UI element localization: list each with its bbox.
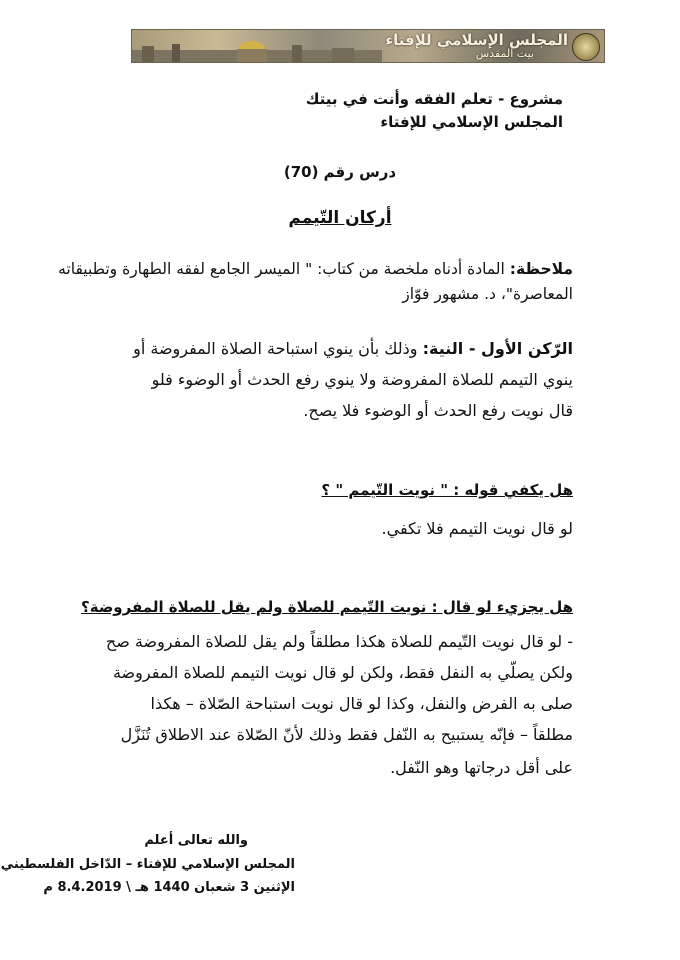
answer-2-line-3: صلى به الفرض والنفل، وكذا لو قال نويت استباحة الصّلاة – هكذا [150,694,573,713]
note-line-1 [58,260,573,278]
pillar-line-1 [133,339,573,358]
signature-date: الإثنين 3 شعبان 1440 هـ \ 8.4.2019 م [43,880,295,895]
answer-2-line-2: ولكن يصلّي به النفل فقط، ولكن لو قال نويت التيمم للصلاة المفروضة [112,663,573,682]
signature-council: المجلس الإسلامي للإفتاء – الدّاخل الفلسطيني [0,857,295,872]
banner-subtitle: بيت المقدس [475,47,534,60]
note-text-1: المادة أدناه ملخصة من كتاب: " الميسر الجامع لفقه الطهارة وتطبيقاته [58,260,510,278]
council-emblem-icon [572,33,600,61]
jerusalem-skyline-image [132,40,382,62]
note-line-2: المعاصرة"، د. مشهور فوّاز [402,285,573,303]
pillar-line-3: قال نويت رفع الحدث أو الوضوء فلا يصح. [303,401,573,420]
note-label: ملاحظة: [509,260,573,278]
answer-1: لو قال نويت التيمم فلا تكفي. [381,519,573,538]
pillar-label: الرّكن الأول - النية: [422,339,573,358]
lesson-number: درس رقم (70) [283,163,397,181]
banner-title: المجلس الإسلامي للإفتاء [385,31,568,49]
header-banner [131,29,605,63]
answer-2-line-1: - لو قال نويت التّيمم للصلاة هكذا مطلقاً ولم يقل للصلاة المفروضة صح [105,632,573,651]
question-1: هل يكفي قوله : " نويت التّيمم " ؟ [321,481,573,499]
pillar-text-1: وذلك بأن ينوي استباحة الصلاة المفروضة أو [133,339,423,358]
lesson-title: أركان التّيمم [288,208,392,228]
question-2: هل يجزيء لو قال : نويت التّيمم للصلاة ولم يقل للصلاة المفروضة؟ [81,598,573,616]
project-title: مشروع - تعلم الفقه وأنت في بيتك [305,90,563,108]
council-name: المجلس الإسلامي للإفتاء [380,113,563,131]
pillar-line-2: ينوي التيمم للصلاة المفروضة ولا ينوي رفع الحدث أو الوضوء فلو [151,370,573,389]
answer-2-line-5: على أقل درجاتها وهو النّفل. [390,758,573,777]
closing-phrase: والله تعالى أعلم [144,833,248,848]
answer-2-line-4: مطلقاً – فإنّه يستبيح به النّفل فقط وذلك لأنّ الصّلاة عند الاطلاق تُنَزَّل [120,725,573,744]
